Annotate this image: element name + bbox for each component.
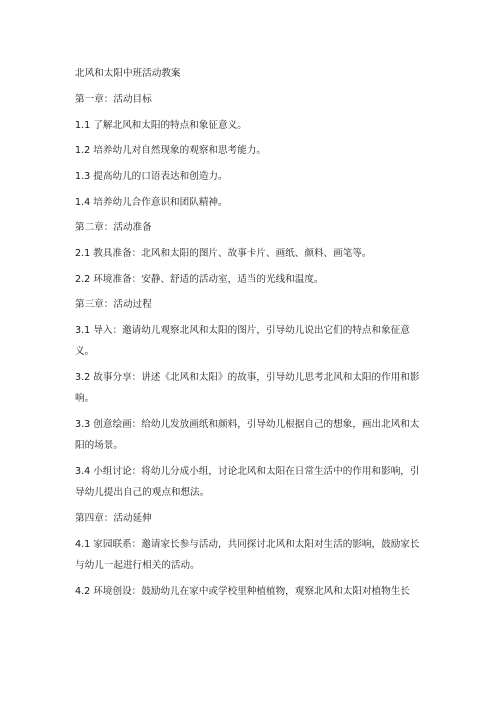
paragraph: 4.1 家园联系：邀请家长参与活动，共同探讨北风和太阳对生活的影响，鼓励家长与幼儿一起进行相关的活动。	[75, 538, 420, 571]
paragraph: 1.3 提高幼儿的口语表达和创造力。	[75, 170, 228, 182]
paragraph: 3.2 故事分享：讲述《北风和太阳》的故事，引导幼儿思考北风和太阳的作用和影响。	[75, 372, 420, 405]
paragraph: 1.2 培养幼儿对自然现象的观察和思考能力。	[75, 145, 266, 157]
chapter-heading: 第一章：活动目标	[75, 93, 152, 105]
paragraph: 2.1 教具准备：北风和太阳的图片、故事卡片、画纸、颜料、画笔等。	[75, 248, 372, 260]
chapter-heading: 第四章：活动延伸	[75, 513, 152, 525]
paragraph: 1.1 了解北风和太阳的特点和象征意义。	[75, 119, 247, 131]
paragraph: 2.2 环境准备：安静、舒适的活动室，适当的光线和温度。	[75, 273, 324, 285]
paragraph: 3.1 导入：邀请幼儿观察北风和太阳的图片，引导幼儿说出它们的特点和象征意义。	[75, 325, 410, 358]
paragraph: 3.3 创意绘画：给幼儿发放画纸和颜料，引导幼儿根据自己的想象，画出北风和太阳的场景。	[75, 419, 420, 452]
document-title: 北风和太阳中班活动教案	[75, 68, 181, 79]
document-body	[75, 63, 425, 606]
paragraph: 3.4 小组讨论：将幼儿分成小组，讨论北风和太阳在日常生活中的作用和影响，引导幼儿提出自己的观点和想法。	[75, 466, 420, 499]
chapter-heading: 第三章：活动过程	[75, 299, 152, 311]
paragraph: 4.2 环境创设：鼓励幼儿在家中或学校里种植植物，观察北风和太阳对植物生长	[75, 585, 410, 597]
chapter-heading: 第二章：活动准备	[75, 222, 152, 234]
paragraph: 1.4 培养幼儿合作意识和团队精神。	[75, 196, 228, 208]
